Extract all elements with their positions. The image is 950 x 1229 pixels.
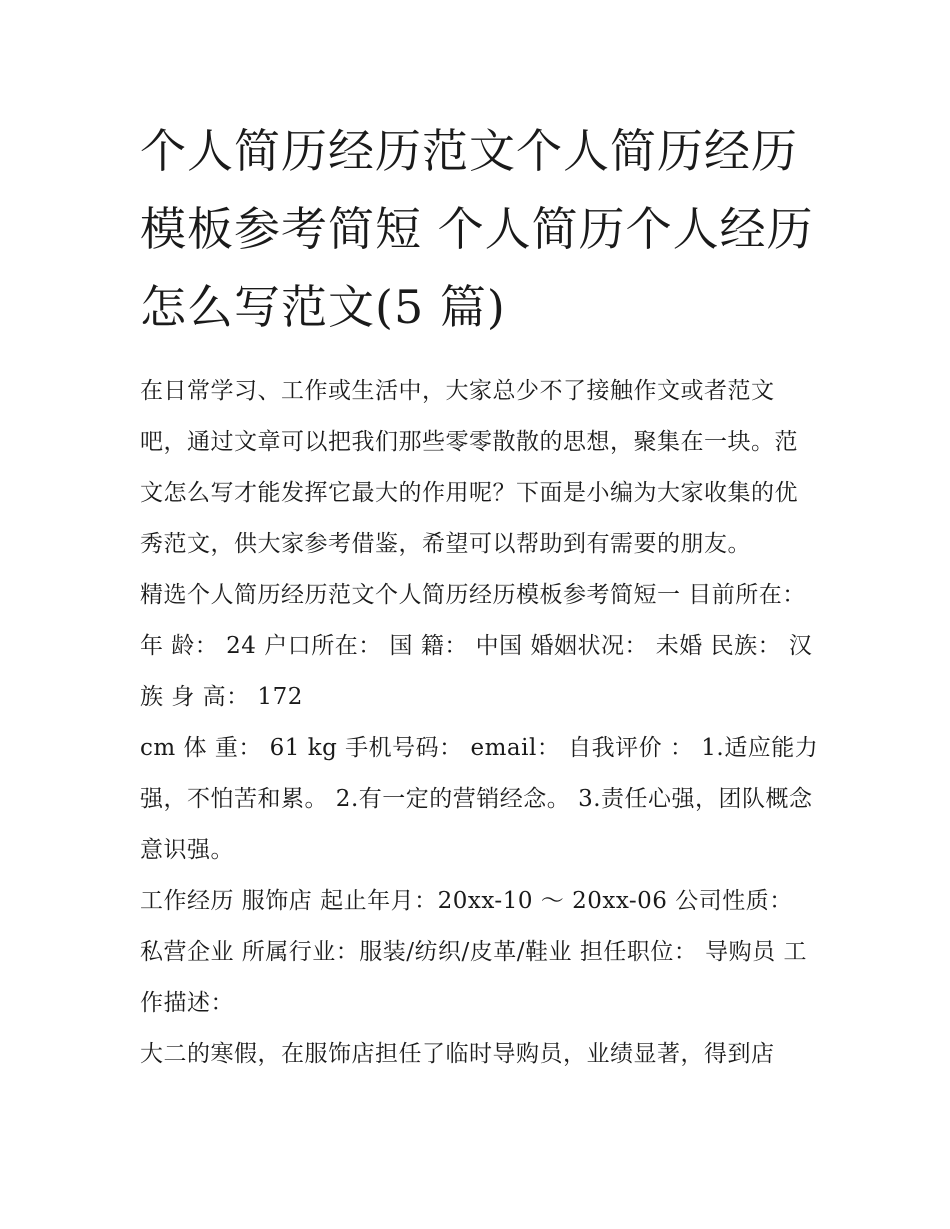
resume-self-evaluation-paragraph: cm 体 重： 61 kg 手机号码： email： 自我评价 ： 1.适应能力强，不怕苦和累。 2.有一定的营销经念。 3.责任心强，团队概念意识强。 — [140, 735, 819, 863]
document-title: 个人简历经历范文个人简历经历模板参考简短 个人简历个人经历怎么写范文(5 篇) — [140, 124, 814, 334]
intro-paragraph: 在日常学习、工作或生活中，大家总少不了接触作文或者范文吧，通过文章可以把我们那些零零散散的思想，聚集在一块。范文怎么写才能发挥它最大的作用呢？下面是小编为大家收集的优秀范文，供大家参考借鉴，希望可以帮助到有需要的朋友。 — [140, 378, 798, 557]
resume-basic-info-paragraph: 精选个人简历经历范文个人简历经历模板参考简短一 目前所在： 年 龄： 24 户口所在： 国 籍： 中国 婚姻状况： 未婚 民族： 汉族 身 高： 172 — [140, 582, 813, 710]
document-page — [140, 112, 820, 1080]
job-description-paragraph: 大二的寒假，在服饰店担任了临时导购员，业绩显著，得到店 — [140, 1041, 775, 1067]
work-experience-paragraph: 工作经历 服饰店 起止年月：20xx-10 ～ 20xx-06 公司性质： 私营企业 所属行业：服装/纺织/皮革/鞋业 担任职位： 导购员 工作描述： — [140, 888, 807, 1016]
